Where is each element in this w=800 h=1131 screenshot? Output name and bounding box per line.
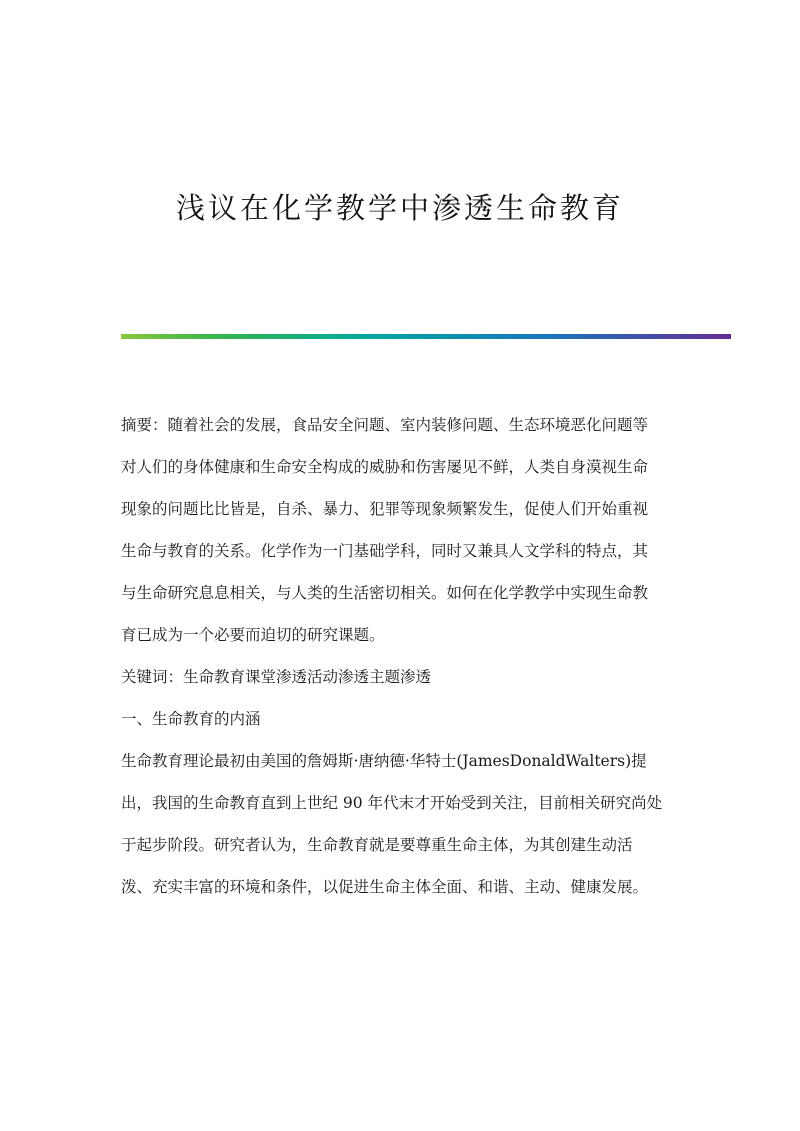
- section1-heading: 一、生命教育的内涵: [121, 710, 261, 728]
- abstract-line: 与生命研究息息相关，与人类的生活密切相关。如何在化学教学中实现生命教: [121, 584, 649, 602]
- abstract-paragraph: [121, 404, 681, 656]
- keywords-paragraph: [121, 656, 681, 698]
- document-title: 浅议在化学教学中渗透生命教育: [175, 191, 624, 225]
- keywords-line: 关键词：生命教育课堂渗透活动渗透主题渗透: [121, 668, 432, 686]
- section1-line: 生命教育理论最初由美国的詹姆斯·唐纳德·华特士(JamesDonaldWalters)提: [121, 752, 647, 770]
- abstract-line: 育已成为一个必要而迫切的研究课题。: [121, 626, 385, 644]
- abstract-line: 摘要：随着社会的发展，食品安全问题、室内装修问题、生态环境恶化问题等: [121, 416, 649, 434]
- section1-line: 泼、充实丰富的环境和条件，以促进生命主体全面、和谐、主动、健康发展。: [121, 878, 649, 896]
- abstract-line: 对人们的身体健康和生命安全构成的威胁和伤害屡见不鲜，人类自身漠视生命: [121, 458, 649, 476]
- section1-line: 出，我国的生命教育直到上世纪 90 年代末才开始受到关注，目前相关研究尚处: [121, 794, 663, 812]
- document-body: [121, 404, 681, 908]
- abstract-line: 现象的问题比比皆是，自杀、暴力、犯罪等现象频繁发生，促使人们开始重视: [121, 500, 649, 518]
- title-divider: [121, 334, 731, 339]
- section1-line: 于起步阶段。研究者认为，生命教育就是要尊重生命主体，为其创建生动活: [121, 836, 633, 854]
- section-heading: [121, 698, 681, 740]
- section1-paragraph: [121, 740, 681, 908]
- abstract-line: 生命与教育的关系。化学作为一门基础学科，同时又兼具人文学科的特点，其: [121, 542, 649, 560]
